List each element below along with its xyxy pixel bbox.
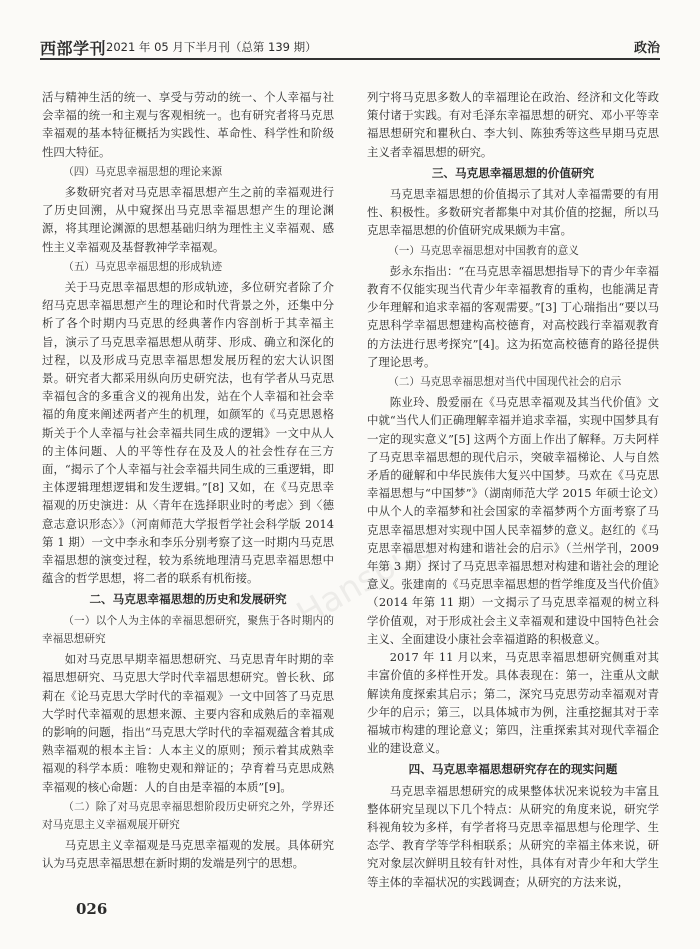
journal-logo: 西部学刊 [40,39,107,58]
left-column [42,88,334,873]
section-heading: 四、马克思幸福思想研究存在的现实问题 [408,762,618,777]
subsection-heading: （一）马克思幸福思想对中国教育的意义 [388,244,579,257]
right-column [367,88,659,891]
section-heading: 二、马克思幸福思想的历史和发展研究 [89,592,287,607]
page-header [40,34,660,60]
section-heading: 三、马克思幸福思想的价值研究 [431,165,595,180]
section-name: 政治 [633,41,660,56]
subsection-heading: （二）除了对马克思幸福思想阶段历史研究之外，学界还对马克思主义幸福观展开研究 [42,800,334,831]
paragraph: 马克思主义幸福观是马克思幸福观的发展。具体研究认为马克思幸福思想在新时期的发端是列宁的思想。 [42,838,334,871]
subsection-heading: （二）马克思幸福思想对当代中国现代社会的启示 [388,376,622,389]
paragraph: 如对马克思早期幸福思想研究、马克思青年时期的幸福思想研究、马克思大学时代幸福思想研究。曾长秋、邱莉在《论马克思大学时代的幸福观》一文中回答了马克思大学时代幸福观的思想来源、主要内容和成熟后的幸福观的影响的问题，指出“马克思大学时代的幸福观蕴含着其成熟幸福观的根本主旨：人本主义的原则；预示着其成熟幸福观的科学本质：唯物史观和辩证的；孕育着马克思成熟幸福观的核心命题：人的自由是幸福的本质”[9]。 [42,652,334,794]
paragraph: 活与精神生活的统一、享受与劳动的统一、个人幸福与社会幸福的统一和主观与客观相统一。也有研究者将马克思幸福观的基本特征概括为实践性、革命性、科学性和阶级性四大特征。 [42,90,334,159]
page-number: 026 [76,900,108,918]
paragraph: 彭永东指出：“在马克思幸福思想指导下的青少年幸福教育不仅能实现当代青少年幸福教育的重构，也能满足青少年理解和追求幸福的客观需要。”[3] 丁心瑞指出“要以马克思科学幸福思想建构高校德育，对高校践行幸福观教育的方法进行思考探究”[4]。这为拓宽高校德育的路径提供了理论思考。 [367,263,659,369]
paragraph: 列宁将马克思多数人的幸福理论在政治、经济和文化等政策付诸于实践。有对毛泽东幸福思想的研究、邓小平等幸福思想研究和瞿秋白、李大钊、陈独秀等这些早期马克思主义者幸福思想的研究。 [367,90,659,159]
paragraph: 马克思幸福思想的价值揭示了其对人幸福需要的有用性、积极性。多数研究者都集中对其价值的挖掘，所以马克思幸福思想的价值研究成果颇为丰富。 [367,187,659,238]
paragraph: 关于马克思幸福思想的形成轨迹，多位研究者除了介绍马克思幸福思想产生的理论和时代背景之外，还集中分析了各个时期内马克思的经典著作内容剖析于其幸福主旨，演示了马克思幸福思想从萌芽、形成、确立和深化的过程，以及形成马克思幸福思想发展历程的宏大认识图景。研究者大都采用纵向历史研究法，也有学者从马克思幸福包含的多重含义的视角出发，站在个人幸福和社会幸福的角度来阐述两者产生的机理，如颜军的《马克思恩格斯关于个人幸福与社会幸福共同生成的逻辑》一文中从人的主体问题、人的平等性存在及及人的社会性存在三方面，“揭示了个人幸福与社会幸福共同生成的三重逻辑，即主体逻辑理想逻辑和发生逻辑。”[8] 又如，在《马克思幸福观的历史演进：从〈青年在选择职业时的考虑〉到〈德意志意识形态〉》（河南师范大学报哲学社会科学版 2014 第 1 期）一文中李永和李乐分别考察了这一时期内马克思幸福思想的演变过程，较为系统地理清马克思幸福思想中蕴含的哲学思想，将二者的联系有机衔接。 [42,280,334,586]
watermark: Hanspub [290,525,441,635]
paragraph: 马克思幸福思想研究的成果整体状况来说较为丰富且整体研究呈现以下几个特点：从研究的角度来说，研究学科视角较为多样，有学者将马克思幸福思想与伦理学、生态学、教育学等学科相联系；从研究的幸福主体来说，研究对象层次鲜明且较有针对性，具体有对青少年和大学生等主体的幸福状况的实践调查；从研究的方法来说， [367,783,659,889]
paragraph: 2017 年 11 月以来，马克思幸福思想研究侧重对其丰富价值的多样性开发。具体表现在：第一，注重从文献解读角度探索其启示；第二，深究马克思劳动幸福观对青少年的启示；第三，以具体城市为例，注重挖掘其对于幸福城市构建的理论意义；第四，注重探索其对现代幸福企业的建设意义。 [367,650,659,756]
paragraph: 陈业玲、殷爱丽在《马克思幸福观及其当代价值》文中就“当代人们正确理解幸福并追求幸福，实现中国梦具有一定的现实意义”[5] 这两个方面上作出了解释。万夫阿样了马克思幸福思想的现代启示，突破幸福梯论、人与自然矛盾的碰解和中华民族伟大复兴中国梦。马欢在《马克思幸福思想与“中国梦”》（湖南师范大学 2015 年硕士论文）中从个人的幸福梦和社会国家的幸福梦两个方面考察了马克思幸福思想对实现中国人民幸福梦的意义。赵红的《马克思幸福思想对构建和谐社会的启示》（兰州学刊，2009 年第 3 期）探讨了马克思幸福思想对构建和谐社会的理论意义。张建南的《马克思幸福思想的哲学维度及当代价值》（2014 年第 11 期）一文揭示了马克思幸福观的树立科学价值观，对于形成社会主义幸福观和建设中国特色社会主义、全面建设小康社会幸福道路的积极意义。 [367,395,659,646]
subsection-heading: （五）马克思幸福思想的形成轨迹 [63,260,223,273]
subsection-heading: （一）以个人为主体的幸福思想研究，聚焦于各时期内的幸福思想研究 [42,614,334,645]
subsection-heading: （四）马克思幸福思想的理论来源 [63,165,223,178]
journal-issue: 2021 年 05 月下半月刊（总第 139 期） [106,40,317,54]
paragraph: 多数研究者对马克思幸福思想产生之前的幸福观进行了历史回溯，从中窥探出马克思幸福思想产生的理论渊源，将其理论渊源的思想基础归纳为理性主义幸福观、感性主义幸福观及基督教神学幸福观。 [42,185,334,254]
